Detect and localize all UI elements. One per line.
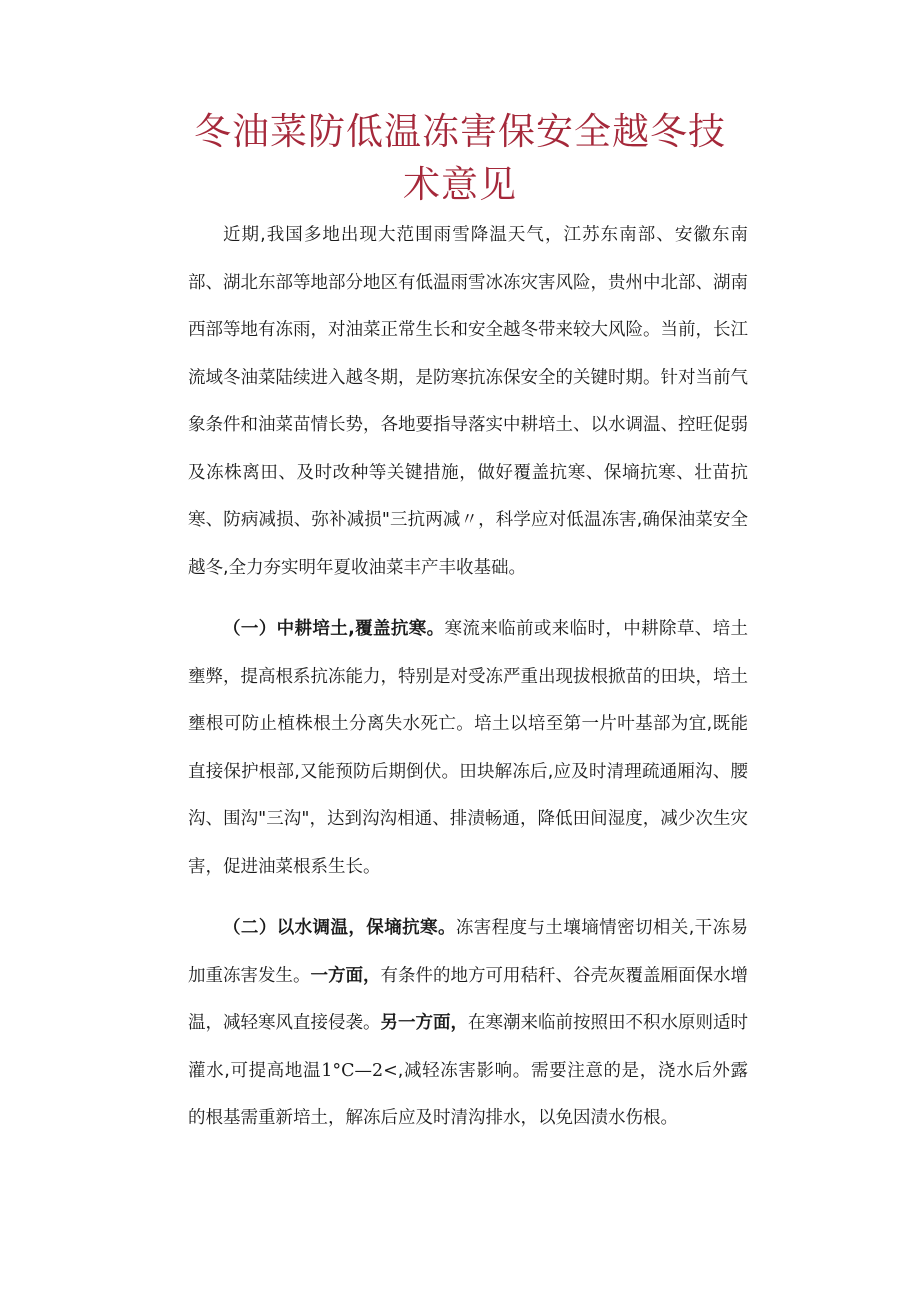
- section-2-paragraph: [188, 905, 748, 1143]
- title-line-2: 术意见: [403, 163, 517, 206]
- section-2-bold-2: 另一方面，: [380, 1013, 468, 1033]
- section-2-text-1: 冻害程度与土壤墒情密切相关,干冻易加重冻害发生。: [188, 918, 749, 986]
- section-2-text-3: 在寒潮来临前按照田不积水原则适时灌水,可提高地温: [188, 1013, 748, 1081]
- section-2-bold-1: 一方面，: [310, 965, 381, 986]
- section-2-temperature: 1°C—2<: [321, 1060, 398, 1081]
- section-2-text-2: 有条件的地方可用秸秆、谷壳灰覆盖厢面保水增温，减轻寒风直接侵袭。: [188, 965, 748, 1033]
- section-2-text-4: ,减轻冻害影响。需要注意的是，浇水后外露的根基需重新培土，解冻后应及时清沟排水，以免因渍水伤根。: [188, 1060, 748, 1128]
- document-title: [150, 105, 770, 211]
- section-1-paragraph: [188, 606, 748, 891]
- title-line-1: 冬油菜防低温冻害保安全越冬技: [194, 110, 726, 153]
- section-1-text: 寒流来临前或来临时，中耕除草、培土壅弊，提高根系抗冻能力，特别是对受冻严重出现拔根掀苗的田块，培土壅根可防止植株根土分离失水死亡。培土以培至第一片叶基部为宜,既能直接保护根部,又能预防后期倒伏。田块解冻后,应及时清理疏通厢沟、腰沟、围沟"三沟"，达到沟沟相通、排渍畅通，降低田间湿度，减少次生灾害，促进油菜根系生长。: [188, 619, 748, 877]
- intro-paragraph: 近期,我国多地出现大范围雨雪降温天气，江苏东南部、安徽东南部、湖北东部等地部分地区有低温雨雪冰冻灾害风险，贵州中北部、湖南西部等地有冻雨，对油菜正常生长和安全越冬带来较大风险。当前，长江流域冬油菜陆续进入越冬期，是防寒抗冻保安全的关键时期。针对当前气象条件和油菜苗情长势，各地要指导落实中耕培土、以水调温、控旺促弱及冻株离田、及时改种等关键措施，做好覆盖抗寒、保墒抗寒、壮苗抗寒、防病减损、弥补减损"三抗两减〃，科学应对低温冻害,确保油菜安全越冬,全力夯实明年夏收油菜丰产丰收基础。: [188, 225, 748, 578]
- section-2-heading: （二）以水调温，保墒抗寒。: [223, 918, 456, 938]
- section-1-heading: （一）中耕培土,覆盖抗寒。: [223, 619, 445, 639]
- document-body: [188, 212, 748, 1143]
